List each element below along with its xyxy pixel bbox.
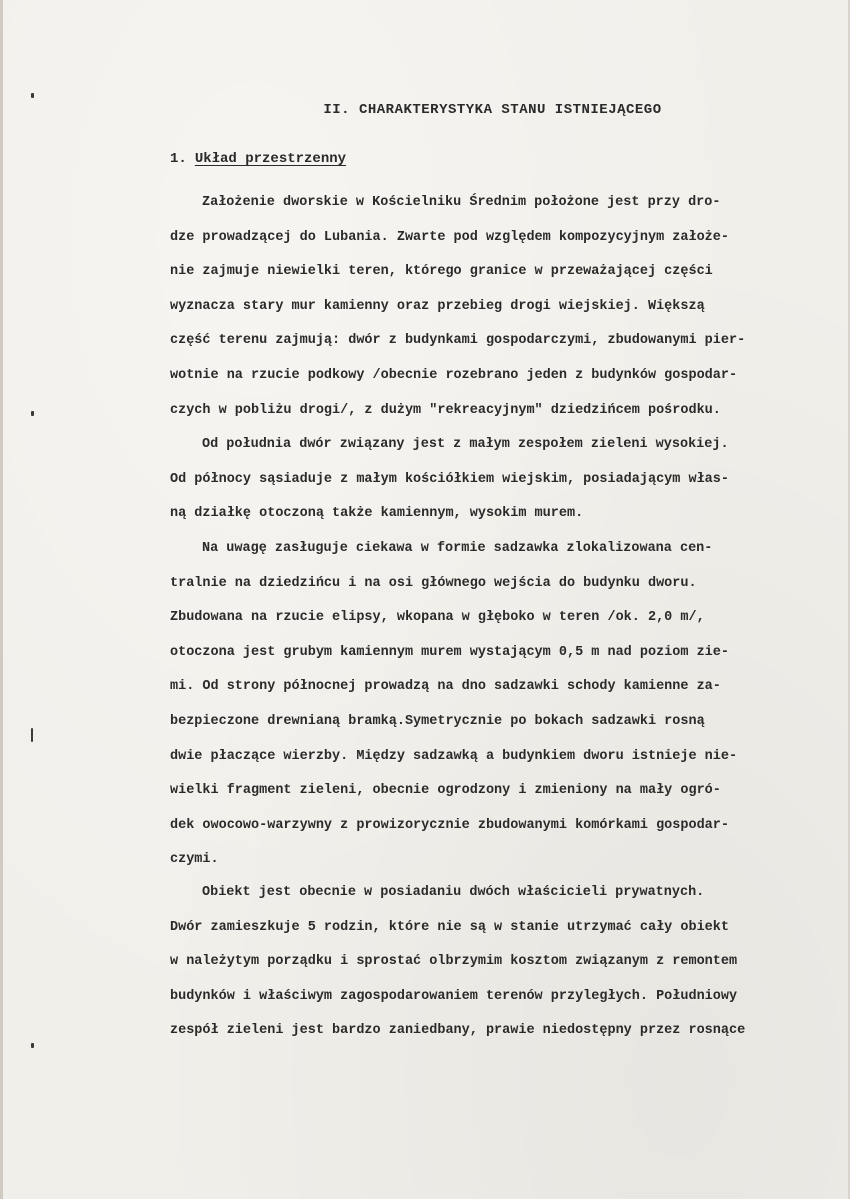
document-title: II. CHARAKTERYSTYKA STANU ISTNIEJĄCEGO	[323, 102, 662, 118]
text-line: mi. Od strony północnej prowadzą na dno sadzawki schody kamienne za-	[170, 679, 721, 695]
text-line: czych w pobliżu drogi/, z dużym "rekreacyjnym" dziedzińcem pośrodku.	[170, 402, 721, 418]
margin-mark	[31, 728, 33, 742]
text-line: czymi.	[170, 852, 219, 868]
text-line: zespół zieleni jest bardzo zaniedbany, prawie niedostępny przez rosnące	[170, 1023, 746, 1039]
section-number: 1.	[170, 151, 187, 167]
text-line: tralnie na dziedzińcu i na osi głównego wejścia do budynku dworu.	[170, 575, 697, 591]
section-heading-text: Układ przestrzenny	[194, 151, 347, 167]
margin-mark	[31, 1043, 34, 1048]
text-line: dwie płaczące wierzby. Między sadzawką a budynkiem dworu istnieje nie-	[170, 748, 738, 764]
text-line: Od południa dwór związany jest z małym zespołem zieleni wysokiej.	[202, 437, 729, 452]
text-line: ną działkę otoczoną także kamiennym, wysokim murem.	[170, 506, 584, 522]
text-line: wielki fragment zieleni, obecnie ogrodzony i zmieniony na mały ogró-	[170, 783, 721, 799]
text-line: wyznacza stary mur kamienny oraz przebieg drogi wiejskiej. Większą	[170, 298, 705, 314]
text-line: część terenu zajmują: dwór z budynkami gospodarczymi, zbudowanymi pier-	[170, 333, 746, 349]
text-line: Obiekt jest obecnie w posiadaniu dwóch właścicieli prywatnych.	[202, 885, 705, 900]
text-line: dek owocowo-warzywny z prowizorycznie zbudowanymi komórkami gospodar-	[170, 817, 729, 833]
margin-mark	[31, 93, 34, 98]
text-line: Dwór zamieszkuje 5 rodzin, które nie są w stanie utrzymać cały obiekt	[170, 919, 729, 935]
paragraph-4	[170, 876, 810, 1049]
page-edge-left	[0, 0, 3, 1199]
text-line: Na uwagę zasługuje ciekawa w formie sadzawka zlokalizowana cen-	[202, 541, 713, 556]
text-line: budynków i właściwym zagospodarowaniem terenów przyległych. Południowy	[170, 988, 738, 1004]
text-line: wotnie na rzucie podkowy /obecnie rozebrano jeden z budynków gospodar-	[170, 367, 738, 383]
text-line: Od północy sąsiaduje z małym kościółkiem wiejskim, posiadającym włas-	[170, 471, 729, 487]
text-line: Założenie dworskie w Kościelniku Średnim położone jest przy dro-	[202, 195, 721, 210]
text-line: w należytym porządku i sprostać olbrzymim kosztom związanym z remontem	[170, 954, 738, 970]
section-heading	[170, 151, 346, 167]
paragraph-1	[170, 186, 810, 428]
text-line: bezpieczone drewnianą bramką.Symetrycznie po bokach sadzawki rosną	[170, 713, 705, 729]
text-line: Zbudowana na rzucie elipsy, wkopana w głęboko w teren /ok. 2,0 m/,	[170, 610, 705, 626]
paragraph-3	[170, 532, 810, 878]
text-line: nie zajmuje niewielki teren, którego granice w przeważającej części	[170, 264, 713, 280]
paragraph-2	[170, 428, 810, 532]
text-line: dze prowadzącej do Lubania. Zwarte pod względem kompozycyjnym założe-	[170, 229, 729, 245]
text-line: otoczona jest grubym kamiennym murem wystającym 0,5 m nad poziom zie-	[170, 644, 729, 660]
margin-mark	[31, 411, 34, 416]
